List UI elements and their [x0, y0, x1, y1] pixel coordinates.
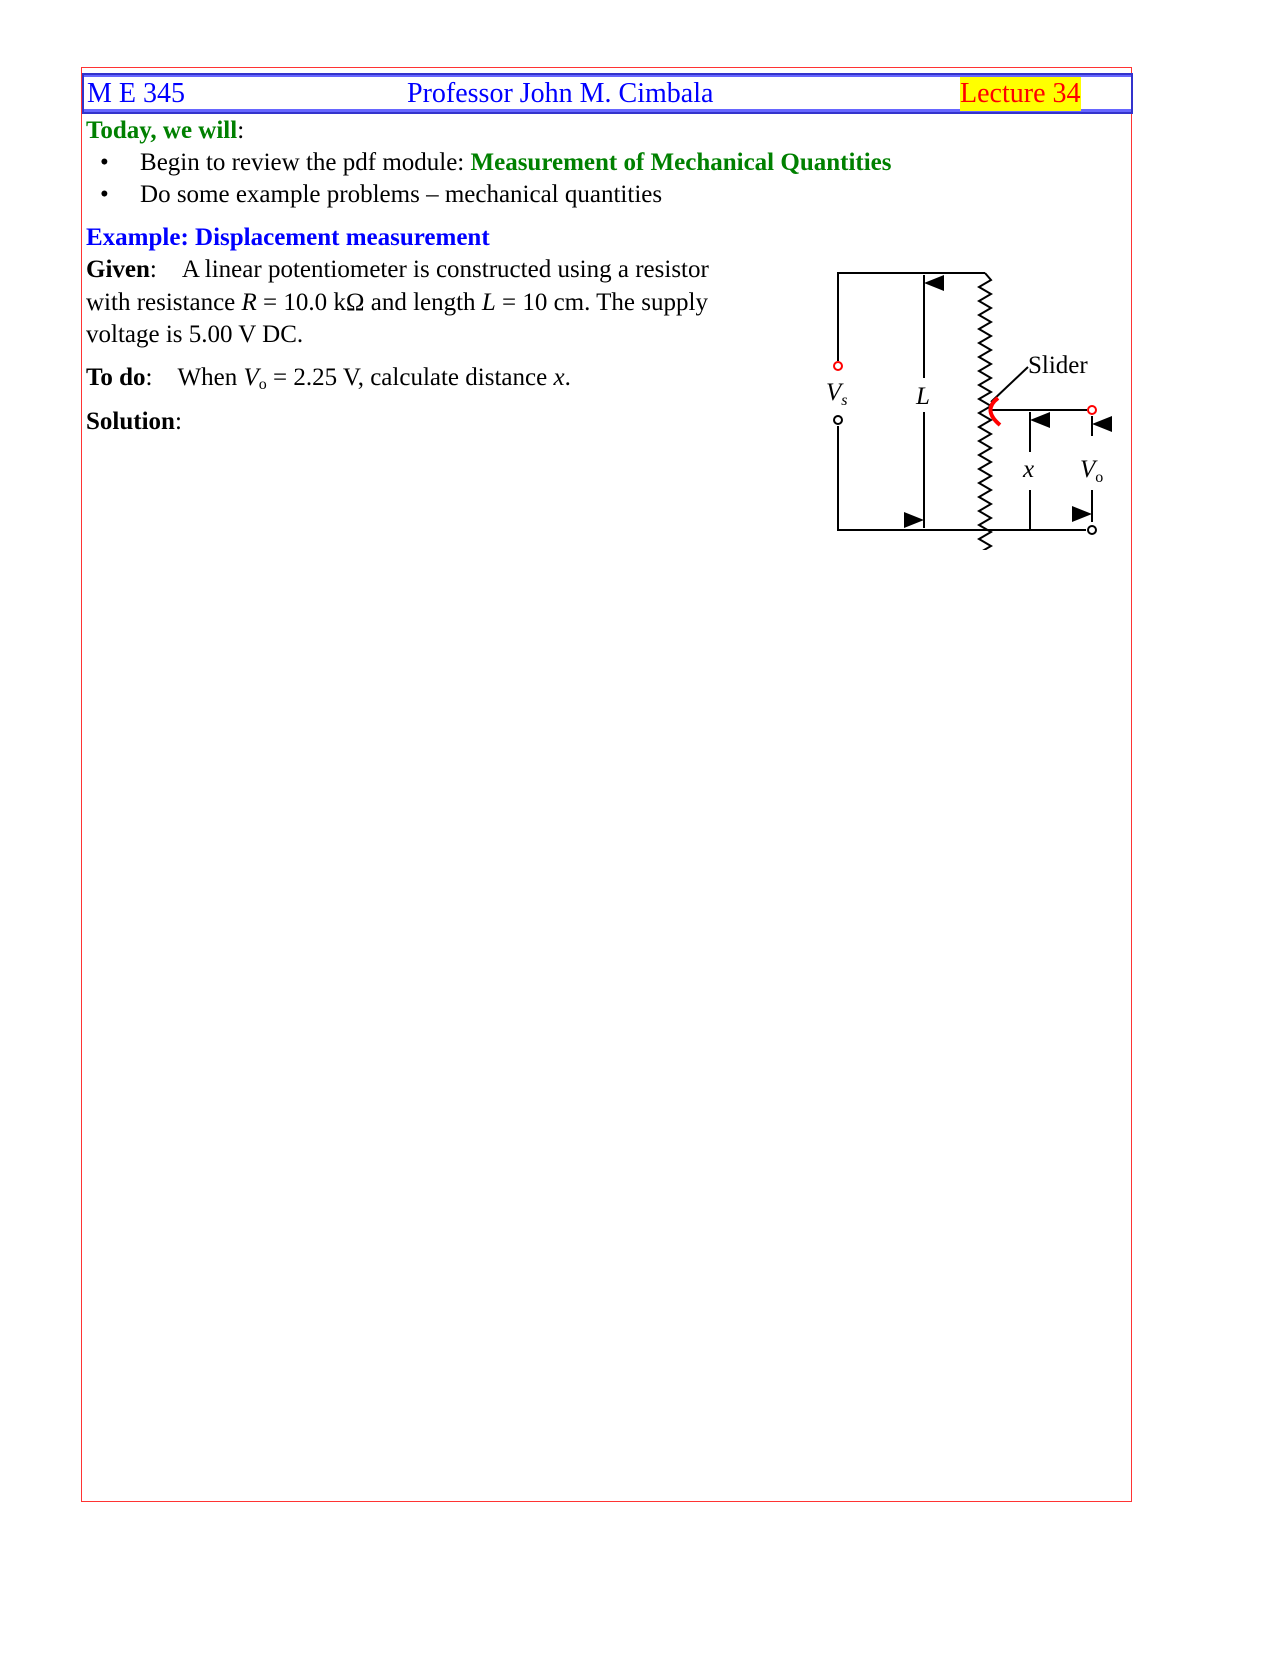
- solution-label: Solution:: [86, 408, 182, 435]
- vs-label: $V_s$: [826, 379, 848, 409]
- slider-contact-icon: [990, 398, 1000, 425]
- slider-label: Slider: [1028, 352, 1088, 379]
- given-text: voltage is 5.00 V DC.: [86, 321, 304, 348]
- bullet-item: • Do some example problems – mechanical quantities: [100, 181, 663, 208]
- wire-top: [838, 273, 985, 361]
- length-label: L: [916, 383, 930, 410]
- header-bar: [82, 73, 1133, 114]
- x-label: x: [1023, 456, 1035, 483]
- wire-bottom: [838, 426, 1086, 530]
- today-heading: Today, we will:: [86, 117, 245, 144]
- example-title: Example: Displacement measurement: [86, 224, 490, 251]
- given-text: Given: A linear potentiometer is constructed using a resistor: [86, 256, 709, 283]
- todo-text: To do: When $V_o = 2.25$ V, calculate distance x.: [86, 364, 571, 393]
- given-text: with resistance R = 10.0 kΩ and length L = 10 cm. The supply: [86, 289, 708, 316]
- terminal-icon: [834, 362, 842, 370]
- potentiometer-diagram: [820, 260, 1120, 550]
- vo-label: $V_o$: [1080, 456, 1104, 486]
- lecture-number: Lecture 34: [960, 78, 1081, 109]
- professor-name: Professor John M. Cimbala: [407, 78, 714, 109]
- bullet-item: • Begin to review the pdf module: Measurement of Mechanical Quantities: [100, 149, 892, 176]
- terminal-icon: [1088, 526, 1096, 534]
- course-code: M E 345: [87, 78, 185, 109]
- terminal-icon: [1088, 406, 1096, 414]
- terminal-icon: [834, 416, 842, 424]
